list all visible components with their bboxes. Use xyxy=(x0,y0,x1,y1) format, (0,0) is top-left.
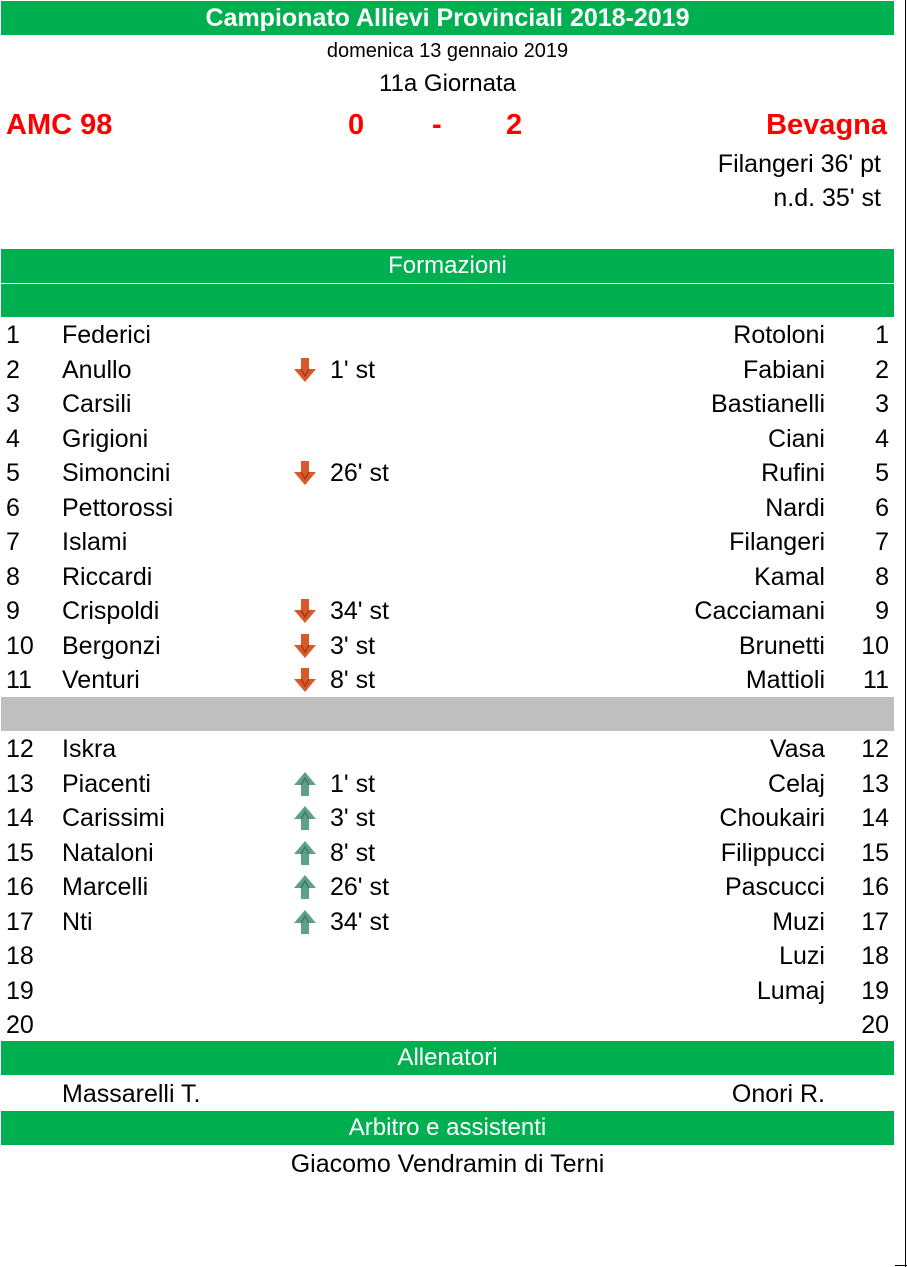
away-shirt-number: 8 xyxy=(875,562,889,591)
away-shirt-number: 7 xyxy=(875,528,889,556)
home-shirt-number: 4 xyxy=(6,424,20,453)
away-player: Bastianelli xyxy=(711,390,825,418)
home-player: Carsili xyxy=(62,390,132,418)
home-shirt-number: 11 xyxy=(6,666,32,694)
arrow-down-icon xyxy=(292,597,318,625)
home-player: Nataloni xyxy=(62,838,154,867)
away-player: Nardi xyxy=(765,493,825,522)
home-shirt-number: 2 xyxy=(6,355,20,384)
away-scorer: n.d. 35' st xyxy=(773,184,881,212)
away-shirt-number: 11 xyxy=(863,666,889,694)
away-player: Celaj xyxy=(768,769,825,798)
section-arbitro: Arbitro e assistenti xyxy=(1,1111,894,1145)
home-shirt-number: 1 xyxy=(6,321,20,349)
home-player: Marcelli xyxy=(62,873,149,901)
home-player: Carissimi xyxy=(62,804,165,832)
page-title: Campionato Allievi Provinciali 2018-2019 xyxy=(1,1,894,35)
home-team: AMC 98 xyxy=(6,109,113,141)
home-player: Bergonzi xyxy=(62,631,161,660)
referee: Giacomo Vendramin di Terni xyxy=(290,1150,605,1178)
away-player: Brunetti xyxy=(738,631,825,660)
section-spacer xyxy=(1,284,894,317)
home-shirt-number: 10 xyxy=(6,631,34,660)
away-shirt-number: 5 xyxy=(875,459,889,487)
away-shirt-number: 17 xyxy=(861,907,889,936)
away-player: Vasa xyxy=(769,735,825,763)
away-shirt-number: 12 xyxy=(861,735,889,763)
away-player: Filippucci xyxy=(720,838,825,867)
away-player: Mattioli xyxy=(745,666,825,694)
section-allenatori: Allenatori xyxy=(1,1041,894,1075)
home-shirt-number: 14 xyxy=(6,804,34,832)
away-player: Filangeri xyxy=(729,528,825,556)
arrow-down-icon xyxy=(292,666,318,694)
home-player: Simoncini xyxy=(62,459,171,487)
away-shirt-number: 9 xyxy=(875,597,889,625)
home-shirt-number: 17 xyxy=(6,907,34,936)
home-shirt-number: 3 xyxy=(6,390,20,418)
home-player: Piacenti xyxy=(62,769,151,798)
home-shirt-number: 16 xyxy=(6,873,34,901)
away-team: Bevagna xyxy=(766,109,887,141)
home-player: Iskra xyxy=(62,735,117,763)
home-shirt-number: 12 xyxy=(6,735,34,763)
away-player: Choukairi xyxy=(719,804,825,832)
arrow-up-icon xyxy=(292,770,318,798)
substitution-time: 3' st xyxy=(330,631,376,660)
substitution-time: 34' st xyxy=(330,907,389,936)
away-score: 2 xyxy=(506,109,523,141)
substitution-time: 1' st xyxy=(330,355,376,384)
arrow-up-icon xyxy=(292,908,318,936)
away-player: Rotoloni xyxy=(733,321,825,349)
away-player: Fabiani xyxy=(743,355,825,384)
substitution-time: 8' st xyxy=(330,666,376,694)
away-shirt-number: 6 xyxy=(875,493,889,522)
home-shirt-number: 19 xyxy=(6,976,34,1005)
arrow-up-icon xyxy=(292,873,318,901)
away-shirt-number: 10 xyxy=(861,631,889,660)
home-player: Crispoldi xyxy=(62,597,160,625)
home-player: Riccardi xyxy=(62,562,153,591)
arrow-up-icon xyxy=(292,804,318,832)
away-shirt-number: 16 xyxy=(861,873,889,901)
home-coach: Massarelli T. xyxy=(62,1080,201,1108)
home-score: 0 xyxy=(348,109,365,141)
away-shirt-number: 18 xyxy=(861,942,889,970)
match-date: domenica 13 gennaio 2019 xyxy=(326,40,569,62)
substitution-time: 26' st xyxy=(330,459,389,487)
home-shirt-number: 6 xyxy=(6,493,20,522)
home-shirt-number: 13 xyxy=(6,769,34,798)
away-shirt-number: 19 xyxy=(861,976,889,1005)
away-player: Rufini xyxy=(761,459,825,487)
home-shirt-number: 7 xyxy=(6,528,20,556)
substitution-time: 34' st xyxy=(330,597,389,625)
away-player: Lumaj xyxy=(756,976,825,1005)
bench-separator xyxy=(1,697,894,731)
score-separator: - xyxy=(432,109,442,141)
home-shirt-number: 15 xyxy=(6,838,34,867)
home-player: Nti xyxy=(62,907,93,936)
away-player: Muzi xyxy=(772,907,825,936)
home-shirt-number: 8 xyxy=(6,562,20,591)
away-shirt-number: 13 xyxy=(861,769,889,798)
home-player: Federici xyxy=(62,321,151,349)
away-scorer: Filangeri 36' pt xyxy=(717,150,881,178)
home-shirt-number: 18 xyxy=(6,942,34,970)
arrow-down-icon xyxy=(292,356,318,384)
arrow-down-icon xyxy=(292,459,318,487)
home-player: Grigioni xyxy=(62,424,149,453)
substitution-time: 1' st xyxy=(330,769,376,798)
substitution-time: 26' st xyxy=(330,873,389,901)
away-player: Luzi xyxy=(779,942,825,970)
away-shirt-number: 4 xyxy=(875,424,889,453)
arrow-down-icon xyxy=(292,632,318,660)
away-player: Cacciamani xyxy=(694,597,825,625)
home-shirt-number: 20 xyxy=(6,1011,34,1039)
away-shirt-number: 14 xyxy=(861,804,889,832)
page-border-bottom xyxy=(895,1265,907,1266)
away-shirt-number: 15 xyxy=(861,838,889,867)
away-player: Pascucci xyxy=(724,873,825,901)
match-round: 11a Giornata xyxy=(379,70,516,97)
away-shirt-number: 3 xyxy=(875,390,889,418)
away-player: Kamal xyxy=(754,562,825,591)
home-player: Islami xyxy=(62,528,128,556)
substitution-time: 3' st xyxy=(330,804,376,832)
home-shirt-number: 9 xyxy=(6,597,20,625)
home-player: Anullo xyxy=(62,355,132,384)
away-shirt-number: 2 xyxy=(875,355,889,384)
arrow-up-icon xyxy=(292,839,318,867)
substitution-time: 8' st xyxy=(330,838,376,867)
home-player: Pettorossi xyxy=(62,493,174,522)
home-player: Venturi xyxy=(62,666,140,694)
page-border-right xyxy=(905,0,906,1267)
away-coach: Onori R. xyxy=(731,1080,825,1108)
away-player: Ciani xyxy=(768,424,825,453)
section-formazioni: Formazioni xyxy=(1,249,894,283)
away-shirt-number: 1 xyxy=(875,321,889,349)
home-shirt-number: 5 xyxy=(6,459,20,487)
away-shirt-number: 20 xyxy=(861,1011,889,1039)
